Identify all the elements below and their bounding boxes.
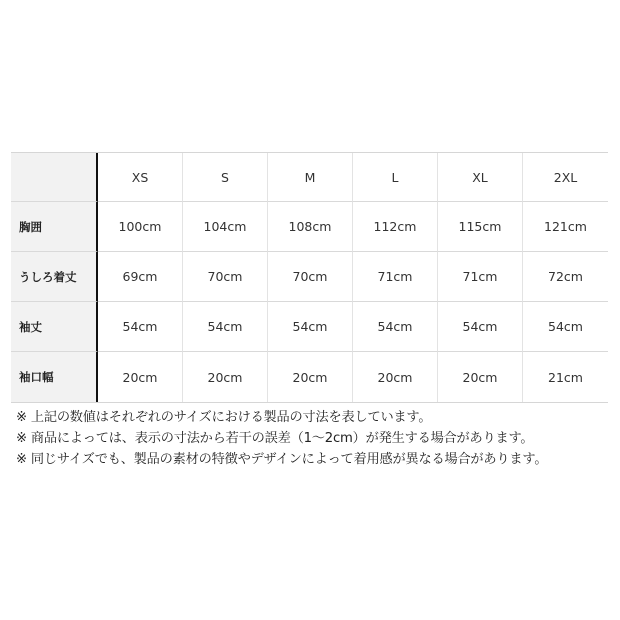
table-cell: 72cm: [523, 252, 608, 302]
size-notes: [16, 407, 608, 470]
size-header-s: S: [183, 153, 268, 202]
note-fit-variation: ※ 同じサイズでも、製品の素材の特徴やデザインによって着用感が異なる場合があります。: [16, 452, 548, 467]
size-header-l: L: [353, 153, 438, 202]
table-cell: 20cm: [438, 352, 523, 402]
table-cell: 115cm: [438, 202, 523, 252]
table-cell: 20cm: [98, 352, 183, 402]
table-cell: 70cm: [268, 252, 353, 302]
row-label-sleeve-length: 袖丈: [11, 302, 98, 352]
table-cell: 112cm: [353, 202, 438, 252]
size-chart-table: [11, 152, 608, 403]
table-cell: 54cm: [438, 302, 523, 352]
corner-cell: [11, 153, 98, 202]
table-cell: 71cm: [353, 252, 438, 302]
note-measurement: ※ 上記の数値はそれぞれのサイズにおける製品の寸法を表しています。: [16, 410, 432, 425]
table-cell: 69cm: [98, 252, 183, 302]
table-cell: 21cm: [548, 369, 583, 385]
size-header-2xl: 2XL: [523, 153, 608, 202]
size-header-xs: XS: [98, 153, 183, 202]
table-cell: 54cm: [98, 302, 183, 352]
row-label-chest: 胸囲: [11, 202, 98, 252]
table-cell: 20cm: [183, 352, 268, 402]
table-cell: 54cm: [523, 302, 608, 352]
table-cell: 100cm: [98, 202, 183, 252]
table-cell: 54cm: [353, 302, 438, 352]
table-cell: 71cm: [438, 252, 523, 302]
table-cell: 104cm: [183, 202, 268, 252]
table-cell: 70cm: [183, 252, 268, 302]
size-header-m: M: [268, 153, 353, 202]
table-cell: 54cm: [268, 302, 353, 352]
table-cell: 54cm: [183, 302, 268, 352]
row-label-cuff-width: 袖口幅: [11, 352, 98, 402]
note-tolerance: ※ 商品によっては、表示の寸法から若干の誤差（1～2cm）が発生する場合があります。: [16, 431, 534, 446]
size-header-xl: XL: [438, 153, 523, 202]
table-cell: 20cm: [353, 352, 438, 402]
table-cell: 108cm: [268, 202, 353, 252]
table-cell: 20cm: [268, 352, 353, 402]
row-label-back-length: うしろ着丈: [11, 252, 98, 302]
table-cell: 121cm: [523, 202, 608, 252]
